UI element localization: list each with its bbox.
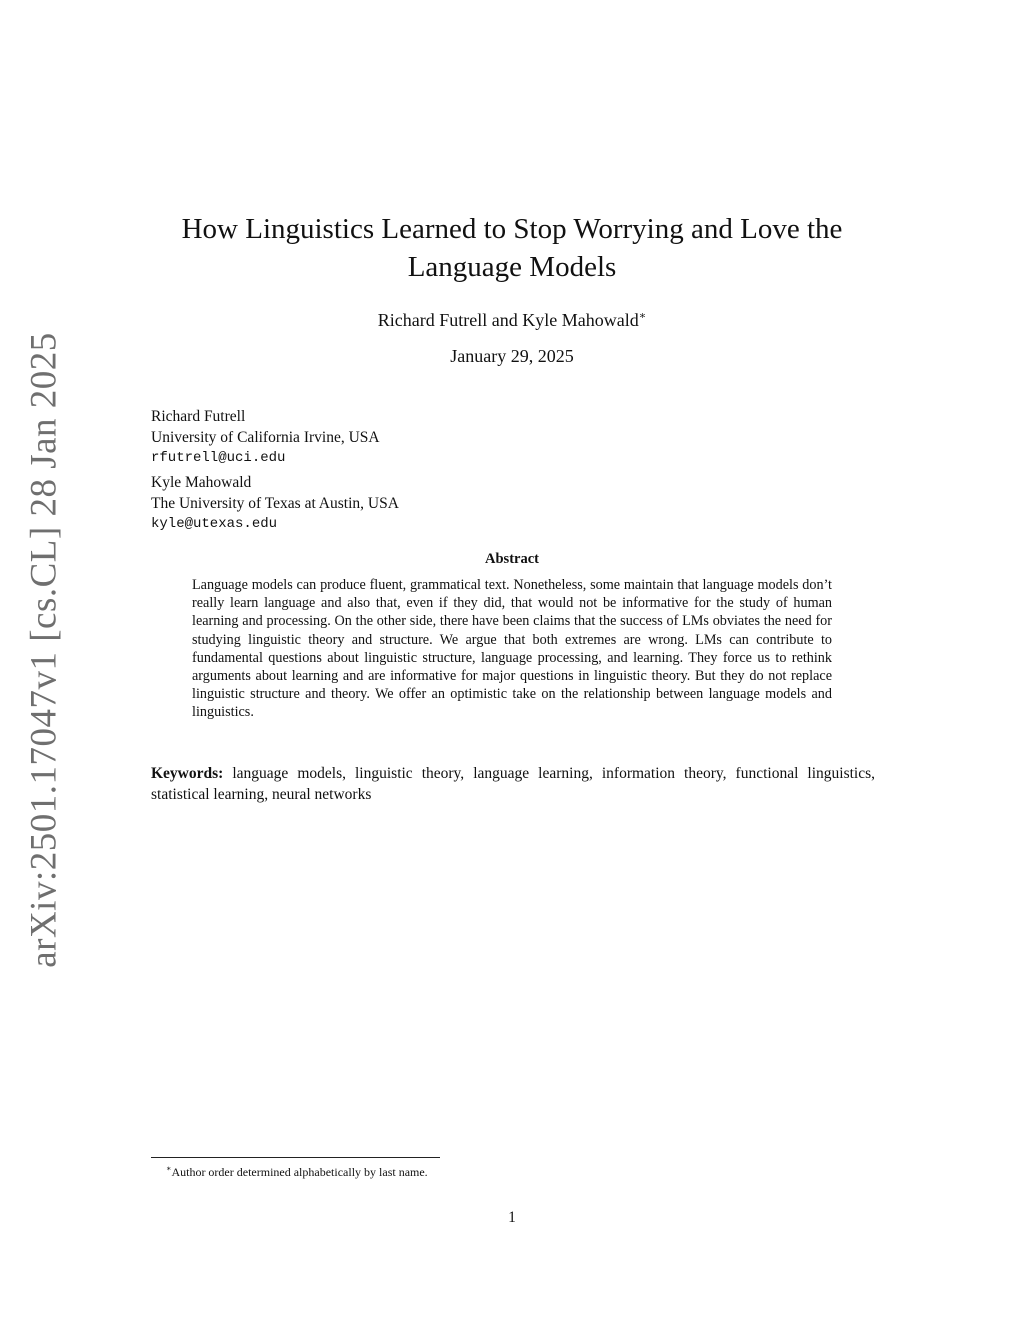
keywords-paragraph (151, 763, 875, 805)
affiliation-author-name: Richard Futrell (151, 408, 246, 425)
page-number: 1 (508, 1209, 516, 1226)
affiliation-institution: University of California Irvine, USA (151, 428, 380, 446)
abstract-text: Language models can produce fluent, grammatical text. Nonetheless, some maintain that language models don’t really learn language and also that, even if they did, that would not be informative for the study of human learning and processing. On the other side, there have been claims that the success of LMs obviates the need for studying linguistic theory and structure. We argue that both extremes are wrong. LMs can contribute to fundamental questions about linguistic structure, language processing, and learning. They force us to rethink arguments about learning and are informative for major questions in linguistic theory. But they do not replace linguistic structure and theory. We offer an optimistic take on the relationship between language models and linguistics. (192, 577, 832, 721)
title-line-2: Language Models (407, 251, 617, 283)
footnote (166, 1161, 428, 1180)
paper-title (150, 210, 874, 286)
keywords-label: Keywords: (151, 765, 224, 782)
affiliation-block (151, 407, 380, 469)
arxiv-identifier-stamp: arXiv:2501.17047v1 [cs.CL] 28 Jan 2025 (23, 332, 65, 968)
keywords-list: language models, linguistic theory, language learning, information theory, functional linguistics, statistical learning, neural networks (151, 765, 875, 803)
affiliation-block (151, 473, 399, 535)
abstract-heading: Abstract (485, 551, 539, 567)
affiliation-email: kyle@utexas.edu (151, 516, 278, 532)
affiliation-author-name: Kyle Mahowald (151, 474, 252, 491)
footnote-divider (151, 1157, 440, 1158)
author-footnote-mark: ∗ (638, 310, 647, 322)
author-names: Richard Futrell and Kyle Mahowald (377, 310, 639, 330)
footnote-mark: ∗ (166, 1164, 172, 1173)
footnote-text: Author order determined alphabetically by last name. (171, 1165, 428, 1179)
affiliation-email: rfutrell@uci.edu (151, 450, 286, 466)
title-line-1: How Linguistics Learned to Stop Worrying and Love the (181, 213, 843, 245)
paper-date: January 29, 2025 (450, 346, 574, 366)
affiliation-institution: The University of Texas at Austin, USA (151, 494, 399, 512)
author-byline (150, 304, 874, 332)
